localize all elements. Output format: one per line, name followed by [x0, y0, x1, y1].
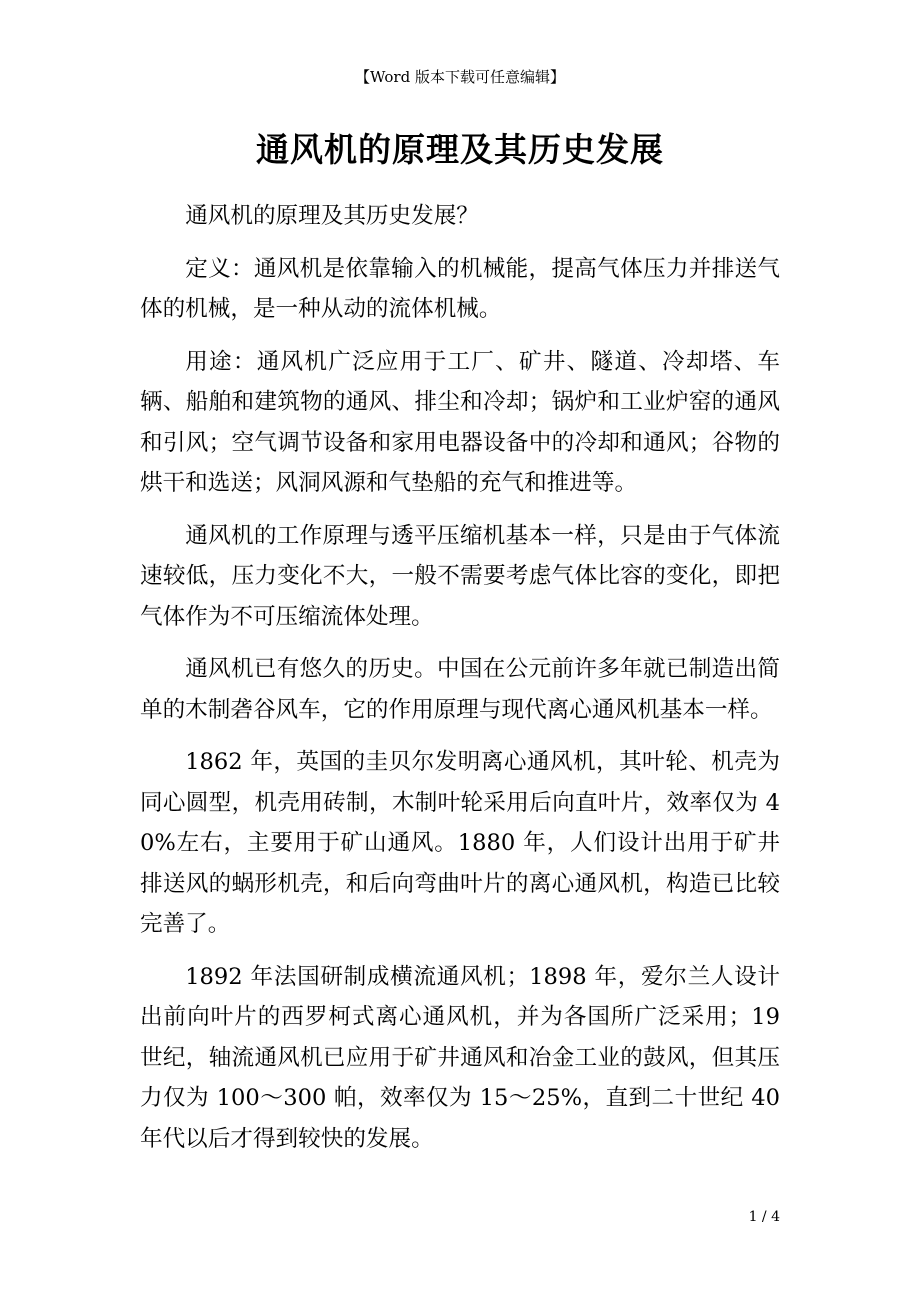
page-number: 1 / 4	[748, 1209, 780, 1225]
paragraph-question: 通风机的原理及其历史发展？	[185, 203, 479, 229]
paragraph-history-ancient: 通风机已有悠久的历史。中国在公元前许多年就已制造出简单的木制砻谷风车，它的作用原理与现代离心通风机基本一样。	[140, 656, 780, 723]
paragraph-history-1892: 1892 年法国研制成横流通风机；1898 年，爱尔兰人设计出前向叶片的西罗柯式离心通风机，并为各国所广泛采用；19 世纪，轴流通风机已应用于矿井通风和冶金工业的鼓风，但其压力仅为 100～300 帕，效率仅为 15～25%，直到二十世纪 40 年代以后才得到较快的发展。	[140, 963, 780, 1152]
document-title: 通风机的原理及其历史发展	[256, 130, 664, 169]
document-body	[140, 196, 780, 1171]
paragraph-working-principle: 通风机的工作原理与透平压缩机基本一样，只是由于气体流速较低，压力变化不大，一般不需要考虑气体比容的变化，即把气体作为不可压缩流体处理。	[140, 522, 780, 630]
download-banner: 【Word 版本下载可任意编辑】	[355, 68, 565, 86]
paragraph-definition: 定义：通风机是依靠输入的机械能，提高气体压力并排送气体的机械，是一种从动的流体机械。	[140, 255, 780, 322]
paragraph-usage: 用途：通风机广泛应用于工厂、矿井、隧道、冷却塔、车辆、船舶和建筑物的通风、排尘和冷却；锅炉和工业炉窑的通风和引风；空气调节设备和家用电器设备中的冷却和通风；谷物的烘干和选送；风洞风源和气垫船的充气和推进等。	[140, 348, 780, 496]
paragraph-history-1862: 1862 年，英国的圭贝尔发明离心通风机，其叶轮、机壳为同心圆型，机壳用砖制，木制叶轮采用后向直叶片，效率仅为 40%左右，主要用于矿山通风。1880 年，人们设计出用于矿井排送风的蜗形机壳，和后向弯曲叶片的离心通风机，构造已比较完善了。	[140, 749, 780, 937]
